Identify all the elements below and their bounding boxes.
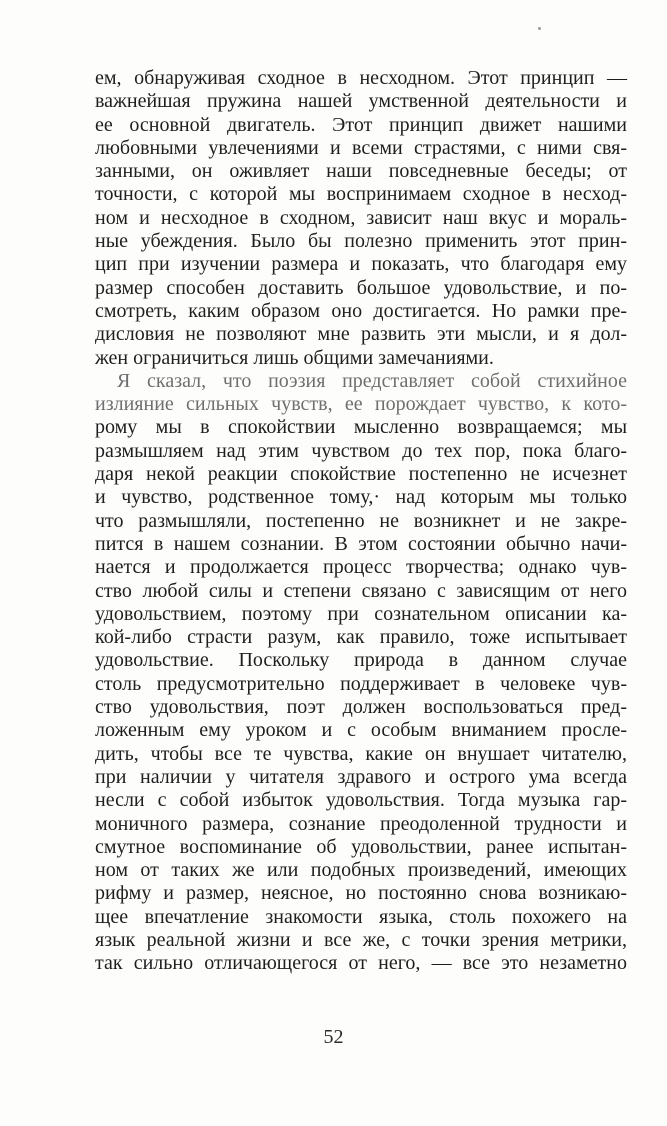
text-line: даря некой реакции спокойствие постепенно не исчезнет	[95, 463, 627, 486]
print-speck	[538, 27, 541, 30]
text-line: нается и продолжается процесс творчества; однако чув-	[95, 556, 627, 579]
text-line: цип при изучении размера и показать, что благодаря ему	[95, 253, 627, 276]
text-line: ложенным ему уроком и с особым вниманием просле-	[95, 719, 627, 742]
text-line: и чувство, родственное тому,· над которым мы только	[95, 486, 627, 509]
text-line: щее впечатление знакомости языка, столь похожего на	[95, 905, 627, 928]
text-line: что размышляли, постепенно не возникнет и не закре-	[95, 509, 627, 532]
text-line: ство удовольствия, поэт должен воспользоваться пред-	[95, 696, 627, 719]
body-text	[95, 67, 627, 976]
text-line: смотреть, каким образом оно достигается. Но рамки пре-	[95, 299, 627, 322]
text-line: размышляем над этим чувством до тех пор, пока благо-	[95, 439, 627, 462]
text-line: столь предусмотрительно поддерживает в человеке чув-	[95, 672, 627, 695]
text-line: дисловия не позволяют мне развить эти мысли, и я дол-	[95, 323, 627, 346]
text-line: смутное воспоминание об удовольствии, ранее испытан-	[95, 835, 627, 858]
text-line: пится в нашем сознании. В этом состоянии обычно начи-	[95, 532, 627, 555]
text-line: при наличии у читателя здравого и острого ума всегда	[95, 765, 627, 788]
text-line: ем, обнаруживая сходное в несходном. Этот принцип —	[95, 67, 627, 89]
text-line: ство любой силы и степени связано с зависящим от него	[95, 579, 627, 602]
paragraph-1	[95, 67, 627, 370]
text-line: рому мы в спокойствии мысленно возвращаемся; мы	[95, 416, 627, 439]
paragraph-2	[95, 370, 627, 976]
text-line: моничного размера, сознание преодоленной трудности и	[95, 812, 627, 835]
text-line: несли с собой избыток удовольствия. Тогда музыка гар-	[95, 789, 627, 812]
text-line: ее основной двигатель. Этот принцип движет нашими	[95, 113, 627, 136]
text-line: удовольствием, поэтому при сознательном описании ка-	[95, 602, 627, 625]
text-line: кой-либо страсти разум, как правило, тоже испытывает	[95, 626, 627, 649]
text-line: жен ограничиться лишь общими замечаниями.	[95, 346, 494, 369]
text-line: так сильно отличающегося от него, — все это незаметно	[95, 952, 627, 975]
text-line: Я сказал, что поэзия представляет собой стихийное	[117, 369, 627, 392]
text-line: дить, чтобы все те чувства, какие он внушает читателю,	[95, 742, 627, 765]
text-line: любовными увлечениями и всеми страстями, с ними свя-	[95, 136, 627, 159]
text-line: занными, он оживляет наши повседневные беседы; от	[95, 160, 627, 183]
text-line: рифму и размер, неясное, но постоянно снова возникаю-	[95, 882, 627, 905]
text-line: язык реальной жизни и все же, с точки зрения метрики,	[95, 928, 627, 951]
text-line: важнейшая пружина нашей умственной деятельности и	[95, 90, 627, 113]
text-line: удовольствие. Поскольку природа в данном случае	[95, 649, 627, 672]
text-line: излияние сильных чувств, ее порождает чувство, к кото-	[95, 393, 627, 416]
text-line: размер способен доставить большое удовольствие, и по-	[95, 276, 627, 299]
text-line: ном от таких же или подобных произведений, имеющих	[95, 859, 627, 882]
text-line: ные убеждения. Было бы полезно применить этот прин-	[95, 230, 627, 253]
text-line: точности, с которой мы воспринимаем сходное в несход-	[95, 183, 627, 206]
text-line: ном и несходное в сходном, зависит наш вкус и мораль-	[95, 206, 627, 229]
page-number: 52	[323, 1026, 344, 1048]
